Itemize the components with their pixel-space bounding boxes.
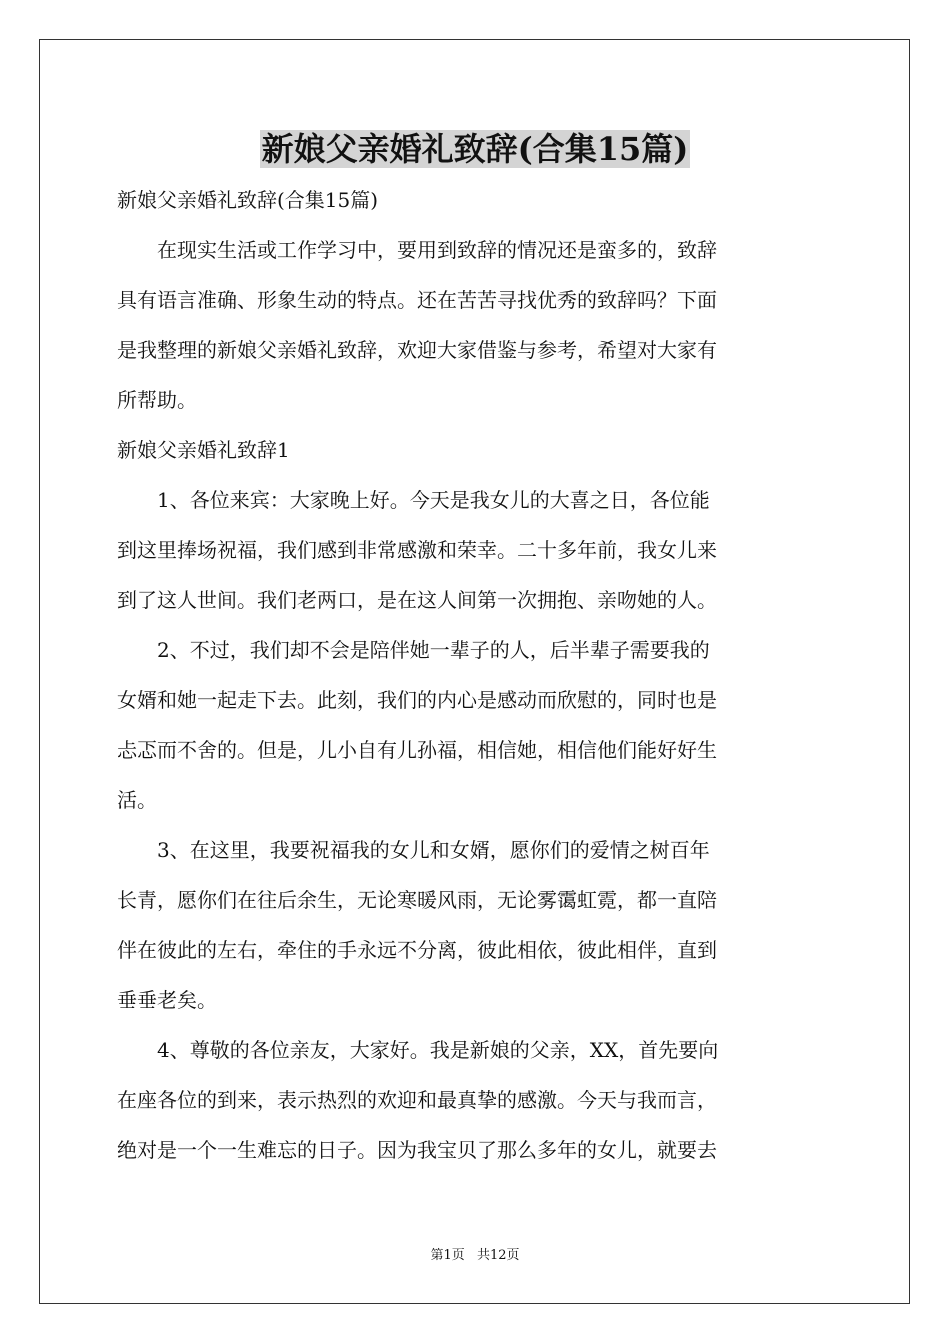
body-line: 4、尊敬的各位亲友，大家好。我是新娘的父亲，XX，首先要向 bbox=[117, 1038, 719, 1062]
body-line: 新娘父亲婚礼致辞(合集15篇) bbox=[117, 188, 379, 212]
page-footer bbox=[0, 1246, 950, 1266]
document-body bbox=[117, 175, 837, 1175]
body-line: 忐忑而不舍的。但是，儿小自有儿孙福，相信她，相信他们能好好生 bbox=[117, 738, 717, 762]
body-line: 垂垂老矣。 bbox=[117, 988, 217, 1012]
body-line: 到这里捧场祝福，我们感到非常感激和荣幸。二十多年前，我女儿来 bbox=[117, 538, 717, 562]
body-line: 绝对是一个一生难忘的日子。因为我宝贝了那么多年的女儿，就要去 bbox=[117, 1138, 717, 1162]
body-line: 女婿和她一起走下去。此刻，我们的内心是感动而欣慰的，同时也是 bbox=[117, 688, 717, 712]
body-line: 具有语言准确、形象生动的特点。还在苦苦寻找优秀的致辞吗？下面 bbox=[117, 288, 717, 312]
body-line: 活。 bbox=[117, 788, 157, 812]
section-heading: 新娘父亲婚礼致辞1 bbox=[117, 438, 290, 462]
body-line: 伴在彼此的左右，牵住的手永远不分离，彼此相依，彼此相伴，直到 bbox=[117, 938, 717, 962]
body-line: 长青，愿你们在往后余生，无论寒暖风雨，无论雾霭虹霓，都一直陪 bbox=[117, 888, 717, 912]
body-line: 1、各位来宾：大家晚上好。今天是我女儿的大喜之日，各位能 bbox=[117, 488, 710, 512]
body-line: 到了这人世间。我们老两口，是在这人间第一次拥抱、亲吻她的人。 bbox=[117, 588, 717, 612]
document-title-text: 新娘父亲婚礼致辞(合集15篇) bbox=[261, 130, 689, 168]
page-total: 共12页 bbox=[476, 1248, 520, 1263]
body-line: 是我整理的新娘父亲婚礼致辞，欢迎大家借鉴与参考，希望对大家有 bbox=[117, 338, 717, 362]
document-title bbox=[0, 124, 950, 174]
body-line: 在现实生活或工作学习中，要用到致辞的情况还是蛮多的，致辞 bbox=[117, 238, 717, 262]
body-line: 2、不过，我们却不会是陪伴她一辈子的人，后半辈子需要我的 bbox=[117, 638, 710, 662]
body-line: 3、在这里，我要祝福我的女儿和女婿，愿你们的爱情之树百年 bbox=[117, 838, 710, 862]
body-line: 所帮助。 bbox=[117, 388, 197, 412]
body-line: 在座各位的到来，表示热烈的欢迎和最真挚的感激。今天与我而言， bbox=[117, 1088, 717, 1112]
page-number: 第1页 bbox=[430, 1248, 465, 1263]
